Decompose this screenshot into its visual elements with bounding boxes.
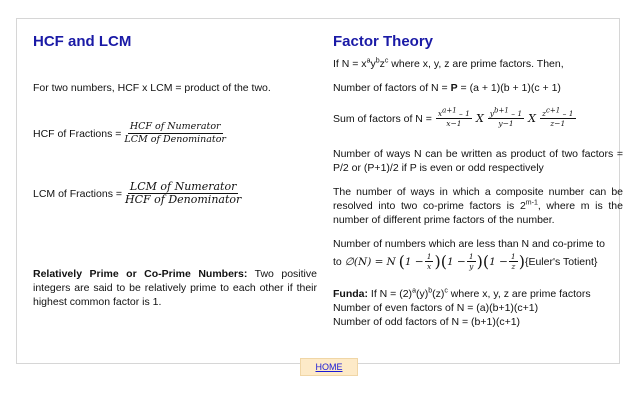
sum-x-denominator: x−1 [446, 119, 462, 128]
num-factors-label: Number of factors of N = [333, 82, 451, 94]
hcf-lcm-product-rule: For two numbers, HCF x LCM = product of the two. [33, 82, 271, 94]
totient-y-num: 1 [468, 252, 474, 261]
home-link[interactable]: HOME [300, 358, 358, 376]
hcf-fraction [122, 121, 228, 146]
funda-y: (y) [415, 288, 429, 300]
sum-z-fraction [540, 106, 576, 128]
lcm-fraction-denominator: HCF of Denominator [125, 193, 242, 206]
hcf-lcm-title: HCF and LCM [33, 33, 132, 50]
num-factors-formula: = (a + 1)(b + 1)(c + 1) [457, 82, 561, 94]
coprime-factor-ways [333, 185, 623, 227]
totient-formula: to ∅(N) = N ( 1 − $\frac{1}{x}$ ) ( 1 − $\frac{1}{y}$ ) ( 1 − $\frac{1}{z}$ ) {Euler's Totient} [333, 251, 598, 271]
sum-z-denominator: z−1 [550, 119, 566, 128]
sum-times-2: X [528, 111, 536, 125]
totient-label: {Euler's Totient} [524, 255, 598, 268]
coprime-ways-exp: m-1 [525, 199, 538, 207]
funda-text-a: If N = (2) [368, 288, 413, 300]
coprime-ways-text-b: , where m is the number of different prime factors of the number. [333, 200, 623, 226]
sum-x-fraction [436, 106, 472, 128]
sum-z-numerator [540, 106, 576, 119]
coprime-text: Two positive integers are said to be relatively prime to each other if their highest common factor is 1. [33, 268, 317, 308]
lcm-fraction-numerator: LCM of Numerator [129, 180, 237, 193]
funda-sup-c: c [444, 287, 448, 295]
totient-x-den: x [426, 262, 432, 271]
totient-z-fraction [509, 252, 518, 271]
sum-y-minus: – 1 [508, 109, 523, 118]
totient-phi: ∅(N) = [344, 255, 384, 268]
n-def-text: If N = x [333, 58, 367, 70]
n-def-sup-a: a [366, 57, 371, 65]
totient-y-den: y [469, 262, 474, 271]
number-of-factors [333, 81, 561, 95]
totient-x-num: 1 [426, 252, 432, 261]
sum-z-base: z [542, 109, 546, 118]
sum-x-base: x [437, 109, 443, 118]
factor-theory-title: Factor Theory [333, 33, 434, 50]
n-definition [333, 57, 564, 71]
sum-y-numerator [488, 106, 524, 119]
n-def-sup-c: c [384, 57, 389, 65]
content-frame [16, 18, 623, 364]
funda-rest: where x, y, z are prime factors [447, 288, 591, 300]
funda-term: Funda: [333, 288, 368, 300]
funda-line [333, 287, 623, 301]
sum-z-exp: c+1 [545, 106, 561, 115]
sum-y-fraction [488, 106, 524, 128]
totient-z-num: 1 [510, 252, 516, 261]
sum-y-exp: b+1 [494, 106, 509, 115]
sum-x-exp: a+1 [442, 106, 457, 115]
sum-y-denominator: y−1 [498, 119, 514, 128]
funda-sup-b: b [428, 287, 433, 295]
totient-y-fraction [467, 252, 476, 271]
sum-of-factors [333, 106, 577, 128]
ways-product-two-factors: Number of ways N can be written as product of two factors = P/2 or (P+1)/2 if P is even or odd respectively [333, 148, 623, 174]
lcm-of-fractions [33, 181, 244, 206]
funda-section [333, 287, 623, 329]
n-def-y: y [370, 58, 376, 70]
coprime-term: Relatively Prime or Co-Prime Numbers: [33, 268, 248, 280]
totient-z-den: z [511, 262, 516, 271]
n-def-rest: where x, y, z are prime factors. Then, [388, 58, 564, 70]
totient-description: Number of numbers which are less than N and co-prime to [333, 238, 605, 250]
odd-factors: Number of odd factors of N = (b+1)(c+1) [333, 316, 521, 328]
sum-x-minus: – 1 [456, 109, 470, 118]
coprime-ways-text-a: The number of ways in which a composite number can be resolved into two co-prime factors is 2 [333, 186, 623, 212]
totient-term-z-one: 1 − [489, 255, 508, 268]
funda-z: (z) [432, 288, 445, 300]
hcf-fractions-label: HCF of Fractions = [33, 127, 122, 140]
euler-totient [333, 237, 623, 271]
lcm-fraction [123, 181, 243, 206]
sum-z-minus: – 1 [560, 109, 574, 118]
even-factors: Number of even factors of N = (a)(b+1)(c+1) [333, 302, 539, 314]
totient-term-x-one: 1 − [404, 255, 424, 268]
hcf-of-fractions [33, 121, 229, 146]
totient-x-fraction [425, 252, 434, 271]
sum-factors-label: Sum of factors of N = [333, 112, 432, 125]
sum-y-base: y [489, 109, 495, 118]
sum-x-numerator [436, 106, 472, 119]
n-def-sup-b: b [375, 57, 380, 65]
sum-times-1: X [475, 111, 484, 125]
totient-n: N [386, 255, 396, 268]
coprime-definition [33, 267, 317, 309]
num-factors-p: P [450, 82, 458, 94]
totient-term-y-one: 1 − [446, 255, 466, 268]
lcm-fractions-label: LCM of Fractions = [33, 187, 122, 200]
n-def-z: z [379, 58, 385, 70]
hcf-fraction-denominator: LCM of Denominator [124, 134, 226, 145]
funda-sup-a: a [412, 287, 416, 295]
hcf-fraction-numerator: HCF of Numerator [129, 121, 221, 132]
